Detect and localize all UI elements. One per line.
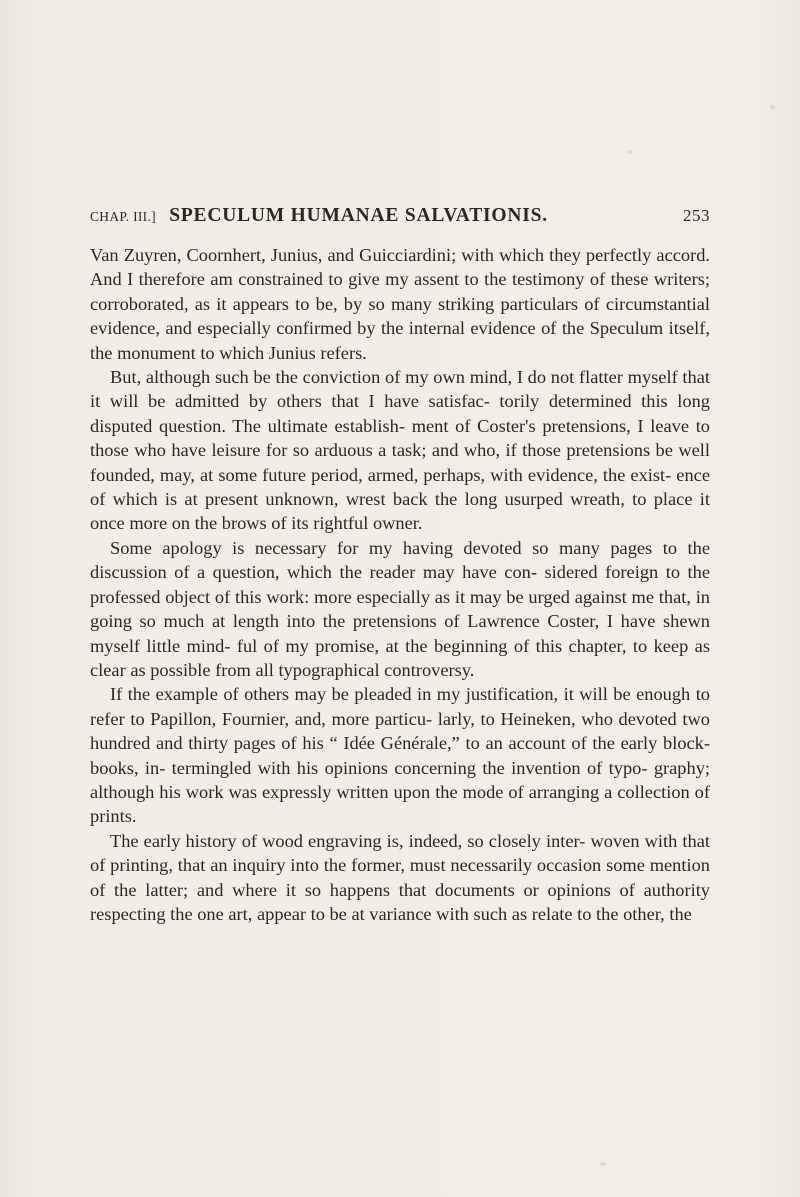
- paper-foxing-spot: [628, 150, 632, 154]
- paragraph: Van Zuyren, Coornhert, Junius, and Guicciardini; with which they perfectly accord. And I therefore am constrained to give my assent to the testimony of these writers; corroborated, as it appears to be, by so many striking particulars of circumstantial evidence, and especially confirmed by the internal evidence of the Speculum itself, the monument to which Junius refers.: [90, 245, 710, 363]
- paper-foxing-spot: [600, 1162, 606, 1166]
- paper-foxing-spot: [770, 105, 775, 110]
- paragraph: The early history of wood engraving is, indeed, so closely inter- woven with that of printing, that an inquiry into the former, must necessarily occasion some mention of the latter; and where it so happens that documents or opinions of authority respecting the one art, appear to be at variance with such as relate to the other, the: [90, 830, 710, 924]
- page-number: 253: [683, 206, 710, 225]
- paragraph: If the example of others may be pleaded in my justification, it will be enough to refer to Papillon, Fournier, and, more particu- larly, to Heineken, who devoted two hundred and thirty pages of his “ Idée Générale,” to an account of the early block-books, in- termingled with his opinions concerning the invention of typo- graphy; although his work was expressly written upon the mode of arranging a collection of prints.: [90, 684, 710, 827]
- paragraph: Some apology is necessary for my having devoted so many pages to the discussion of a question, which the reader may have con- sidered foreign to the professed object of this work: more especially as it may be urged against me that, in going so much at length into the pretensions of Lawrence Coster, I have shewn myself little mind- ful of my promise, at the beginning of this chapter, to keep as clear as possible from all typographical controversy.: [90, 537, 710, 680]
- chapter-label: CHAP. III.]: [90, 209, 156, 224]
- running-title: SPECULUM HUMANAE SALVATIONIS.: [169, 205, 548, 226]
- running-header: [90, 205, 710, 235]
- header-left: [90, 205, 548, 227]
- paragraph: But, although such be the conviction of my own mind, I do not flatter myself that it will be admitted by others that I have satisfac- torily determined this long disputed question. The ultimate establish- ment of Coster's pretensions, I leave to those who have leisure for so arduous a task; and who, if those pretensions be well founded, may, at some future period, armed, perhaps, with evidence, the exist- ence of which is at present unknown, wrest back the long usurped wreath, to place it once more on the brows of its rightful owner.: [90, 367, 710, 534]
- body-text: [90, 243, 710, 926]
